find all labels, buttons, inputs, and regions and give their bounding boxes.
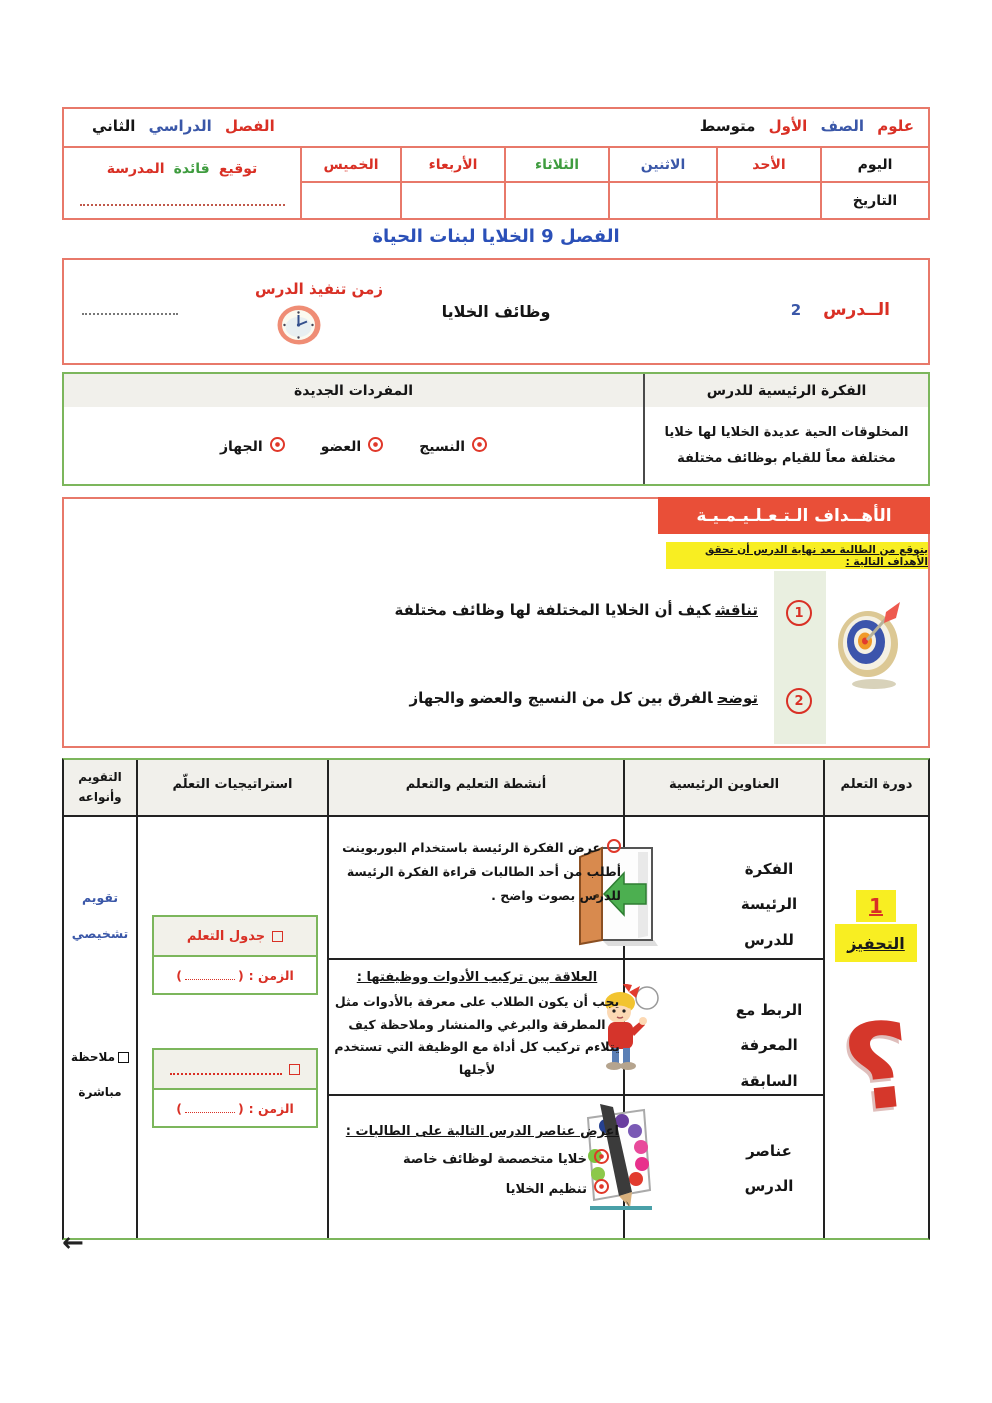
signature-word-1: توقيع <box>218 161 258 177</box>
vocab-term <box>321 437 384 455</box>
column-divider <box>136 760 138 1238</box>
term-value: الثاني <box>92 117 136 135</box>
row3-title <box>714 1134 824 1205</box>
bullseye-bullet-icon <box>594 1179 609 1194</box>
strategy-box-2 <box>152 1048 318 1128</box>
vocab-main-idea-table <box>62 372 930 486</box>
objectives-intro: يتوقع من الطالبة بعد نهاية الدرس أن تحقق الأهداف التالية : <box>666 542 928 569</box>
subject-grade-line <box>696 117 918 135</box>
dartboard-target-icon <box>834 599 908 691</box>
day-tuesday: الثلاثاء <box>504 148 608 183</box>
time-blank[interactable] <box>176 1101 243 1116</box>
lesson-number: 2 <box>790 301 802 319</box>
row3-activity <box>333 1124 621 1209</box>
bullseye-bullet-icon <box>594 1149 609 1164</box>
evaluation-type-1 <box>64 880 136 953</box>
paren-open: ( <box>176 1100 182 1116</box>
strategy-2-label-row <box>154 1050 316 1090</box>
row1-title-line3: للدرس <box>744 930 794 949</box>
principal-signature-cell <box>64 148 300 218</box>
term-label: الفصل <box>224 117 275 135</box>
vocab-term <box>419 437 487 455</box>
vocab-terms <box>64 407 643 484</box>
objectives-banner: الأهــداف الـتـعـلـيـمـيـة <box>658 497 930 534</box>
evaluation-type-2 <box>64 1040 136 1110</box>
strategy-box-1 <box>152 915 318 995</box>
time-label: الزمن : <box>248 1100 294 1116</box>
signature-label <box>105 158 260 177</box>
header-strategies: استراتيجيات التعلّم <box>172 777 293 792</box>
objective-2-text <box>409 689 758 707</box>
lesson-plan-table <box>62 758 930 1240</box>
row2-title-line2: المعرفة <box>740 1036 798 1055</box>
header-main-titles: العناوين الرئيسية <box>668 777 780 792</box>
lesson-word: الــدرس <box>823 300 890 320</box>
row2-activity-heading: العلاقة بين تركيب الأدوات ووظيفتها : <box>356 970 598 985</box>
row1-title <box>714 852 824 958</box>
row3-title-line2: الدرس <box>744 1177 794 1196</box>
day-wednesday: الأربعاء <box>400 148 504 183</box>
bullseye-bullet-icon <box>368 437 383 452</box>
column-divider <box>327 760 329 1238</box>
clock-icon <box>276 304 322 346</box>
main-idea-text: المخلوقات الحية عديدة الخلايا لها خلايا مختلفة معاً للقيام بوظائف مختلفة <box>643 407 928 484</box>
objective-2-rest: الفرق بين كل من النسيج والعضو والجهاز <box>409 689 713 707</box>
top-bar <box>62 107 930 148</box>
strategy-1-label: جدول التعلم <box>186 928 266 944</box>
evaluation-checkbox[interactable] <box>118 1052 129 1063</box>
strategy-1-time-row <box>154 957 316 993</box>
time-label: الزمن : <box>248 967 294 983</box>
week-days-table <box>62 146 930 220</box>
date-cell-thursday[interactable] <box>300 183 400 218</box>
subject-label: علوم <box>877 117 914 135</box>
lesson-header-box <box>62 258 930 365</box>
day-monday: الاثنين <box>608 148 716 183</box>
date-cell-tuesday[interactable] <box>504 183 608 218</box>
cycle-step-label: التحفيز <box>835 924 917 962</box>
objective-1-verb: تناقش <box>715 601 758 619</box>
objective-1-text <box>395 601 758 619</box>
strategy-2-time-row <box>154 1090 316 1126</box>
stage-label: متوسط <box>699 117 756 135</box>
grade-label: الصف <box>820 117 864 135</box>
strategy-checkbox[interactable] <box>289 1064 300 1075</box>
row1-title-line1: الفكرة <box>744 860 794 878</box>
strategy-checkbox[interactable] <box>272 931 283 942</box>
vocab-term <box>220 437 285 455</box>
signature-word-3: المدرسة <box>106 161 165 177</box>
objective-2-number: 2 <box>786 688 812 714</box>
time-dotted-line[interactable] <box>185 1103 235 1113</box>
row3-title-line1: عناصر <box>746 1142 792 1160</box>
date-cell-monday[interactable] <box>608 183 716 218</box>
header-learning-cycle: دورة التعلم <box>840 777 913 792</box>
date-cell-sunday[interactable] <box>716 183 820 218</box>
evaluation-1-line2: تشخيصي <box>71 926 129 942</box>
chapter-title: الفصل 9 الخلايا لبنات الحياة <box>372 226 620 247</box>
term-mid: الدراسي <box>148 117 212 135</box>
row3-activity-bullet <box>333 1179 621 1197</box>
paren-close: ) <box>237 967 244 983</box>
lesson-time-label: زمن تنفيذ الدرس <box>255 280 383 298</box>
row3-activity-heading: اعرض عناصر الدرس التالية على الطالبات : <box>345 1124 619 1139</box>
strategy-2-blank-line[interactable] <box>170 1063 282 1075</box>
row2-title <box>714 993 824 1099</box>
signature-blank-line[interactable] <box>80 203 285 206</box>
day-thursday: الخميس <box>300 148 400 183</box>
signature-word-2: قائدة <box>173 161 210 177</box>
row2-activity <box>333 966 621 1081</box>
bullseye-bullet-icon <box>270 437 285 452</box>
lesson-time-blank-line[interactable] <box>82 312 178 315</box>
objectives-number-strip <box>774 571 826 744</box>
evaluation-2-word1: ملاحظة <box>70 1050 116 1064</box>
row1-activity-text: عرض الفكرة الرئيسة باستخدام البوربوينت أطلب من أحد الطالبات قراءة الفكرة الرئيسة للدرس بصوت واضح . <box>342 840 621 903</box>
objective-1-rest: كيف أن الخلايا المختلفة لها وظائف مختلفة <box>394 601 711 619</box>
header-evaluation-line1: التقويم <box>78 770 122 784</box>
day-row-label: اليوم <box>820 148 928 183</box>
evaluation-2-line2: مباشرة <box>78 1084 122 1099</box>
row3-bullet-1-text: خلايا متخصصة لوظائف خاصة <box>402 1152 587 1167</box>
header-evaluation-line2: وأنواعه <box>78 790 122 805</box>
day-sunday: الأحد <box>716 148 820 183</box>
header-evaluation <box>64 767 136 808</box>
back-arrow-icon: ← <box>62 1228 84 1258</box>
row2-title-line1: الربط مع <box>735 1001 803 1019</box>
evaluation-1-line1: تقويم <box>81 890 119 905</box>
date-cell-wednesday[interactable] <box>400 183 504 218</box>
row3-bullet-2-text: تنظيم الخلايا <box>505 1182 587 1197</box>
row1-title-line2: الرئيسة <box>740 895 798 914</box>
header-activities: أنشطة التعليم والتعلم <box>405 777 547 792</box>
row1-activity <box>333 836 623 907</box>
paren-open: ( <box>176 967 182 983</box>
ring-bullet-icon <box>607 839 621 853</box>
grade-value: الأول <box>768 117 808 135</box>
strategy-1-label-row <box>154 917 316 957</box>
lesson-title: وظائف الخلايا <box>441 302 551 321</box>
paren-close: ) <box>237 1100 244 1116</box>
objectives-section <box>62 497 930 748</box>
date-row-label: التاريخ <box>820 183 928 218</box>
term-system: الجهاز <box>219 438 263 455</box>
term-tissue: النسيج <box>419 438 466 455</box>
question-mark-icon: ? <box>836 994 920 1140</box>
term-line <box>88 117 279 135</box>
term-organ: العضو <box>320 438 362 455</box>
time-dotted-line[interactable] <box>185 970 235 980</box>
bullseye-bullet-icon <box>472 437 487 452</box>
row-divider <box>327 958 825 960</box>
cycle-step-number: 1 <box>856 890 896 922</box>
new-vocab-header: المفردات الجديدة <box>64 374 643 407</box>
row3-activity-bullet <box>333 1149 621 1167</box>
row2-title-line3: السابقة <box>740 1071 798 1090</box>
main-idea-header: الفكرة الرئيسية للدرس <box>643 374 928 407</box>
time-blank[interactable] <box>176 968 243 983</box>
objective-1-number: 1 <box>786 600 812 626</box>
evaluation-2-line1 <box>64 1040 136 1075</box>
row2-activity-text: يجب أن يكون الطلاب على معرفة بالأدوات مثل المطرقة والبرغي والمنشار وملاحظة كيف يتلاءم تركيب كل أداة مع الوظيفة التي تستخدم لأجلها <box>334 994 620 1077</box>
objective-2-verb: توضح <box>717 689 758 707</box>
